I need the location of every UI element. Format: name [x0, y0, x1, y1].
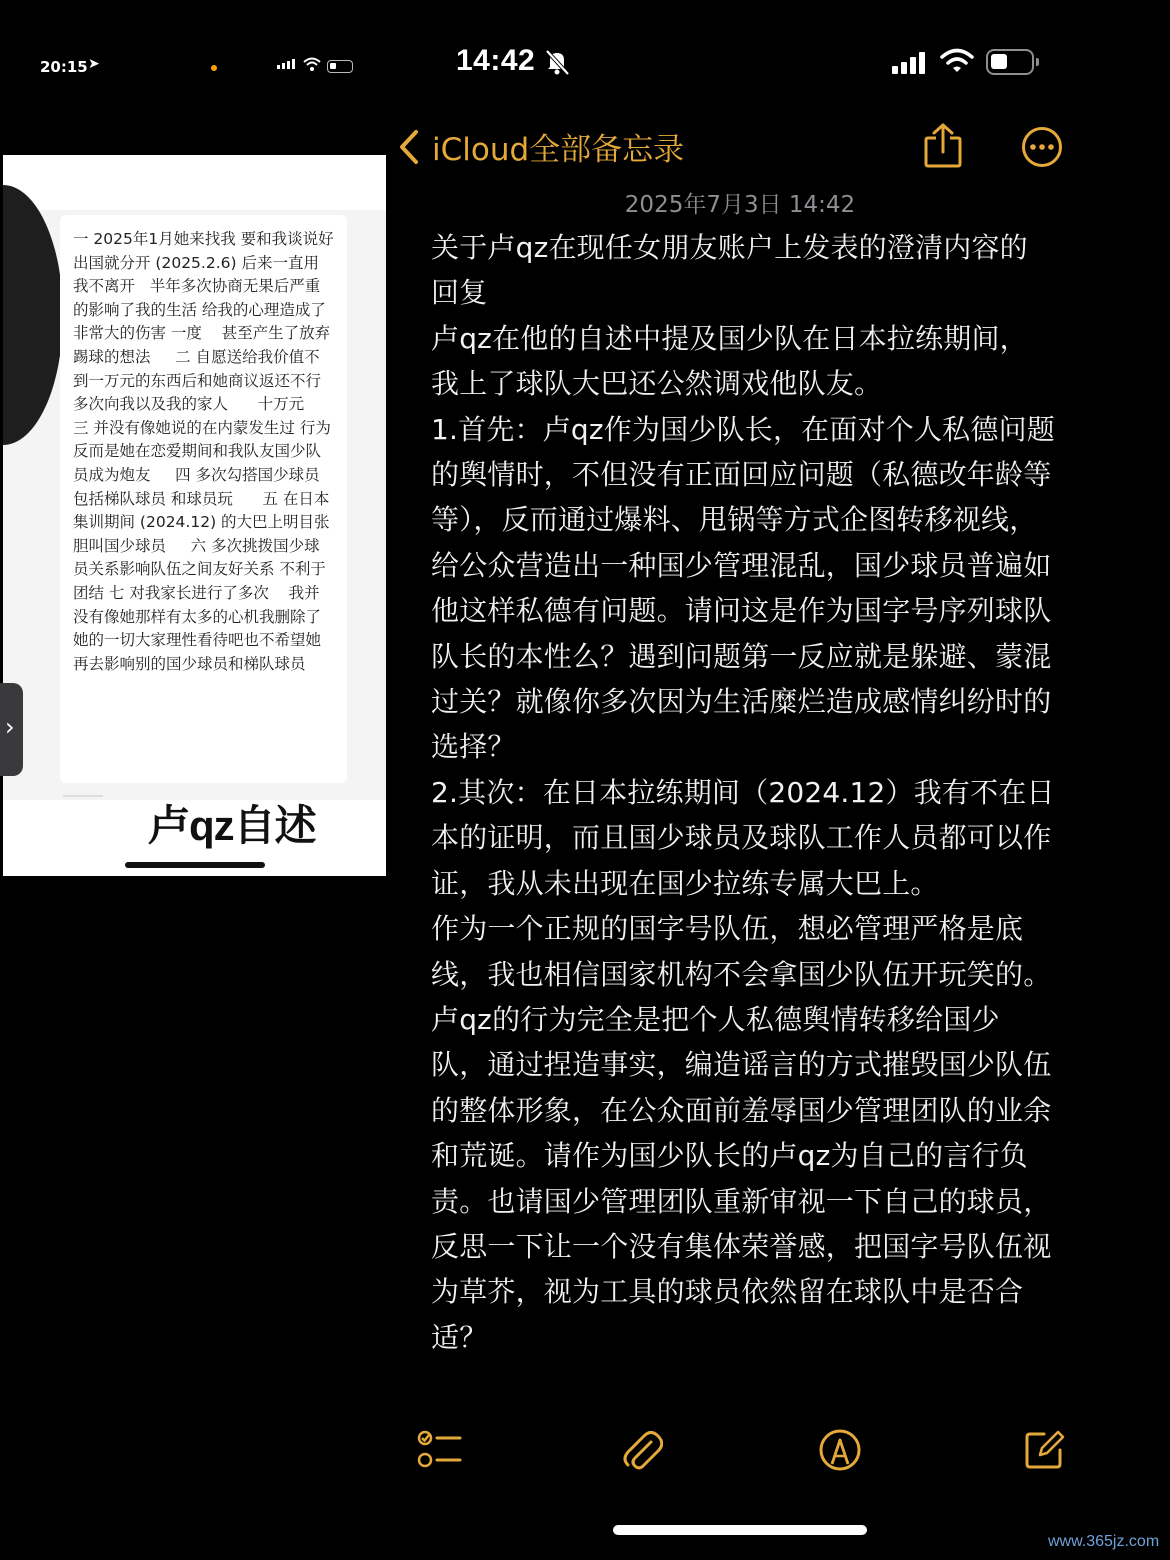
pip-status-bar — [0, 48, 390, 88]
chevron-right-icon: › — [5, 713, 15, 741]
note-paragraph: 作为一个正规的国字号队伍，想必管理严格是底线，我也相信国家机构不会拿国少队伍开玩笑的。卢qz的行为完全是把个人私德舆情转移给国少队，通过捏造事实，编造谣言的方式摧毁国少队伍的整体形象，在公众面前羞辱国少管理团队的业余和荒诞。请作为国少队长的卢qz为自己的言行负责。也请国少管理团队重新审视一下自己的球员，反思一下让一个没有集体荣誉感，把国字号队伍视为草芥，视为工具的球员依然留在球队中是否合适？ — [431, 912, 1052, 1354]
silent-bell-icon — [543, 48, 571, 76]
share-icon[interactable] — [922, 122, 964, 168]
cellular-signal-icon — [892, 52, 925, 74]
pip-statement-text: 一 2025年1月她来找我 要和我谈说好出国就分开 (2025.2.6) 后来一直用 我不离开 半年多次协商无果后严重的影响了我的生活 给我的心理造成了非常大的伤害 一度 甚至产生了放弃踢球的想法 二 自愿送给我价值不到一万元的东西后和她商议返还不行 多次向我以及我的家人 十万元 三 并没有像她说的在内蒙发生过 行为反而是她在恋爱期间和我队友国少队员成为炮友 四 多次勾搭国少球员包括梯队球员 和球员玩 五 在日本集训期间 (2024.12) 的大巴上明目张胆叫国少球员 六 多次挑拨国少球员关系影响队伍之间友好关系 不利于团结 七 对我家长进行了多次 我并没有像她那样有太多的心机我删除了她的一切大家理性看待吧也不希望她再去影响别的国少球员和梯队球员 — [73, 230, 339, 673]
watermark: www.365jz.com — [1048, 1533, 1160, 1550]
note-paragraph: 1.首先：卢qz作为国少队长，在面对个人私德问题的舆情时，不但没有正面回应问题（私德改年龄等等），反而通过爆料、甩锅等方式企图转移视线，给公众营造出一种国少管理混乱，国少球员普遍如他这样私德有问题。请问这是作为国字号序列球队队长的本性么？遇到问题第一反应就是躲避、蒙混过关？就像你多次因为生活糜烂造成感情纠纷时的选择？ — [431, 412, 1055, 764]
more-options-icon[interactable] — [1021, 126, 1063, 168]
note-body[interactable] — [431, 225, 1056, 1360]
pip-battery-icon — [327, 60, 353, 73]
paperclip-icon[interactable] — [621, 1428, 663, 1472]
pip-divider — [63, 795, 103, 797]
pip-caption: 卢qz自述 — [148, 802, 316, 849]
location-arrow-icon: ➤ — [88, 56, 100, 72]
pip-screenshot-window[interactable] — [3, 155, 386, 876]
pip-home-indicator — [125, 862, 265, 868]
pip-cellular-signal-icon — [277, 59, 295, 69]
compose-icon[interactable] — [1022, 1428, 1066, 1472]
note-paragraph: 卢qz在他的自述中提及国少队在日本拉练期间，我上了球队大巴还公然调戏他队友。 — [431, 321, 1028, 401]
pip-expand-tab[interactable] — [0, 683, 23, 776]
privacy-indicator-dot — [211, 65, 217, 71]
chevron-left-icon — [398, 129, 420, 165]
pip-status-time: 20:15 — [40, 58, 88, 76]
markup-pen-icon[interactable] — [818, 1428, 862, 1472]
battery-icon — [986, 49, 1034, 75]
note-paragraph: 2.其次：在日本拉练期间（2024.12）我有不在日本的证明，而且国少球员及球队工作人员都可以作证，我从未出现在国少拉练专属大巴上。 — [431, 775, 1055, 900]
home-indicator[interactable] — [613, 1525, 867, 1535]
note-date: 2025年7月3日 14:42 — [624, 192, 856, 218]
back-button[interactable] — [398, 124, 684, 169]
wifi-icon — [940, 48, 974, 74]
status-time: 14:42 — [456, 44, 536, 77]
note-paragraph: 关于卢qz在现任女朋友账户上发表的澄清内容的回复 — [431, 231, 1028, 310]
pip-wifi-icon — [303, 56, 321, 72]
back-button-label: iCloud全部备忘录 — [432, 132, 685, 168]
checklist-icon[interactable] — [416, 1428, 462, 1472]
